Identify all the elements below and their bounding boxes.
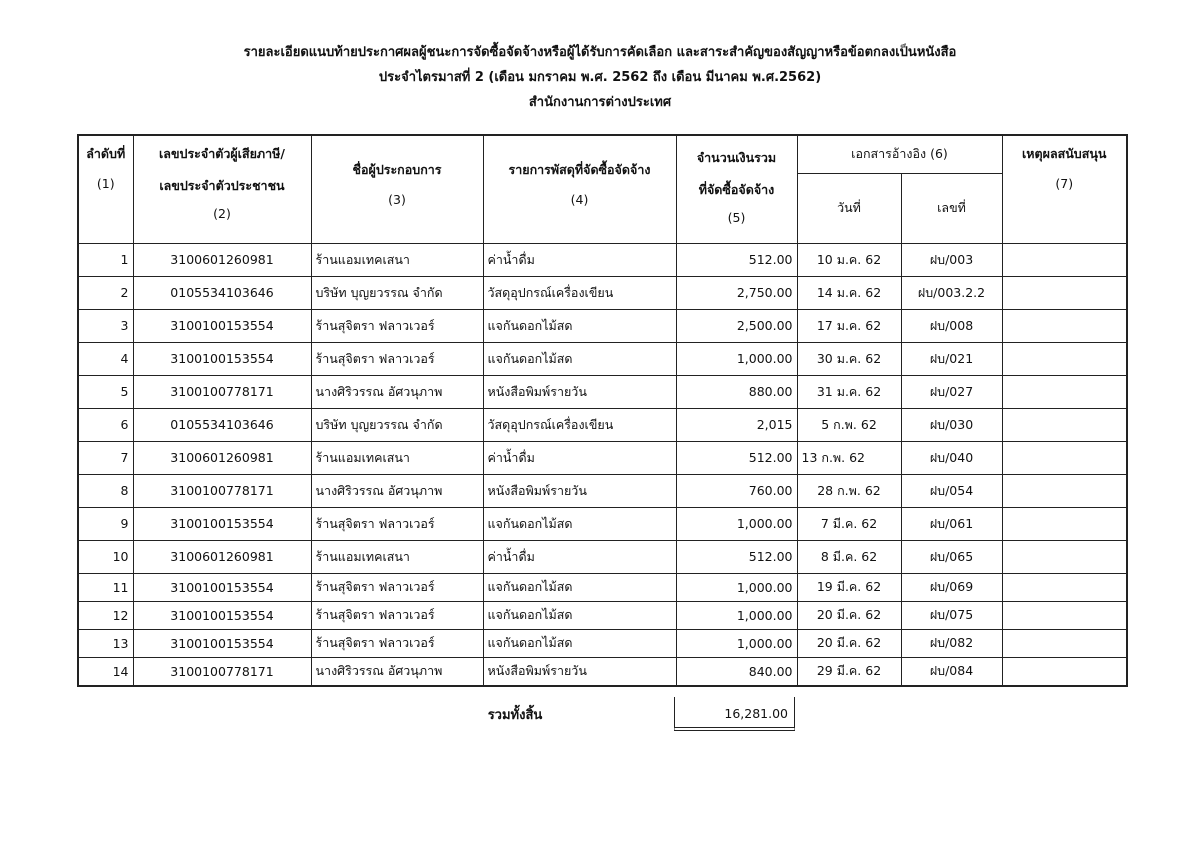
cell-date: 17 ม.ค. 62: [797, 309, 901, 342]
cell-reason: [1002, 309, 1127, 342]
cell-item: ค่าน้ำดื่ม: [483, 441, 676, 474]
cell-docno: ฝบ/021: [901, 342, 1002, 375]
cell-taxid: 3100601260981: [133, 441, 311, 474]
cell-vendor: ร้านแอมเทคเสนา: [311, 540, 483, 573]
cell-no: 4: [78, 342, 133, 375]
col-header-vendor-label: ชื่อผู้ประกอบการ: [352, 162, 442, 177]
total-label: รวมทั้งสิ้น: [487, 708, 543, 723]
cell-vendor: ร้านสุจิตรา ฟลาวเวอร์: [311, 601, 483, 629]
cell-reason: [1002, 601, 1127, 629]
cell-docno: ฝบ/082: [901, 629, 1002, 657]
cell-taxid: 3100100153554: [133, 601, 311, 629]
cell-no: 3: [78, 309, 133, 342]
cell-taxid: 0105534103646: [133, 276, 311, 309]
cell-item: วัสดุอุปกรณ์เครื่องเขียน: [483, 276, 676, 309]
col-header-vendor-num: (3): [388, 192, 406, 207]
cell-no: 13: [78, 629, 133, 657]
col-header-amount: [676, 135, 797, 243]
cell-amount: 1,000.00: [676, 342, 797, 375]
cell-date: 28 ก.พ. 62: [797, 474, 901, 507]
table-row: [78, 441, 1127, 474]
col-header-reason-num: (7): [1055, 176, 1074, 191]
cell-vendor: ร้านสุจิตรา ฟลาวเวอร์: [311, 309, 483, 342]
col-header-amount-label1: จำนวนเงินรวม: [696, 150, 777, 165]
table-row: [78, 507, 1127, 540]
col-header-taxid-label2: เลขประจำตัวประชาชน: [159, 178, 285, 193]
cell-date: 8 มี.ค. 62: [797, 540, 901, 573]
cell-no: 7: [78, 441, 133, 474]
cell-reason: [1002, 441, 1127, 474]
col-header-taxid: [133, 135, 311, 243]
cell-taxid: 3100601260981: [133, 540, 311, 573]
cell-item: แจกันดอกไม้สด: [483, 573, 676, 601]
cell-taxid: 3100100778171: [133, 657, 311, 686]
col-header-no-num: (1): [96, 176, 115, 191]
cell-no: 1: [78, 243, 133, 276]
cell-date: 30 ม.ค. 62: [797, 342, 901, 375]
cell-docno: ฝบ/003: [901, 243, 1002, 276]
cell-amount: 840.00: [676, 657, 797, 686]
cell-docno: ฝบ/008: [901, 309, 1002, 342]
cell-vendor: ร้านสุจิตรา ฟลาวเวอร์: [311, 342, 483, 375]
cell-no: 11: [78, 573, 133, 601]
cell-taxid: 3100100153554: [133, 309, 311, 342]
col-header-vendor: [311, 135, 483, 243]
col-header-no-label: ลำดับที่: [86, 146, 126, 161]
total-value: 16,281.00: [724, 706, 788, 721]
cell-no: 14: [78, 657, 133, 686]
cell-taxid: 0105534103646: [133, 408, 311, 441]
cell-item: แจกันดอกไม้สด: [483, 629, 676, 657]
cell-date: 10 ม.ค. 62: [797, 243, 901, 276]
cell-reason: [1002, 474, 1127, 507]
cell-vendor: นางศิริวรรณ อัศวนุภาพ: [311, 474, 483, 507]
cell-item: วัสดุอุปกรณ์เครื่องเขียน: [483, 408, 676, 441]
cell-amount: 760.00: [676, 474, 797, 507]
cell-reason: [1002, 507, 1127, 540]
cell-item: ค่าน้ำดื่ม: [483, 243, 676, 276]
cell-docno: ฝบ/040: [901, 441, 1002, 474]
cell-no: 5: [78, 375, 133, 408]
col-header-item-label: รายการพัสดุที่จัดซื้อจัดจ้าง: [508, 162, 651, 177]
cell-amount: 1,000.00: [676, 629, 797, 657]
cell-item: หนังสือพิมพ์รายวัน: [483, 657, 676, 686]
cell-amount: 880.00: [676, 375, 797, 408]
cell-item: แจกันดอกไม้สด: [483, 342, 676, 375]
table-row: [78, 342, 1127, 375]
cell-taxid: 3100100153554: [133, 629, 311, 657]
col-header-item-num: (4): [570, 192, 589, 207]
document-period: ประจำไตรมาสที่ 2 (เดือน มกราคม พ.ศ. 2562 ถึง เดือน มีนาคม พ.ศ.2562): [378, 70, 822, 85]
table-row: [78, 243, 1127, 276]
cell-vendor: นางศิริวรรณ อัศวนุภาพ: [311, 657, 483, 686]
col-header-taxid-num: (2): [213, 206, 231, 221]
cell-amount: 1,000.00: [676, 601, 797, 629]
table-row: [78, 276, 1127, 309]
cell-date: 20 มี.ค. 62: [797, 601, 901, 629]
cell-no: 8: [78, 474, 133, 507]
cell-item: หนังสือพิมพ์รายวัน: [483, 474, 676, 507]
cell-docno: ฝบ/065: [901, 540, 1002, 573]
cell-taxid: 3100100153554: [133, 342, 311, 375]
cell-amount: 1,000.00: [676, 573, 797, 601]
cell-date: 19 มี.ค. 62: [797, 573, 901, 601]
cell-taxid: 3100601260981: [133, 243, 311, 276]
col-header-taxid-label1: เลขประจำตัวผู้เสียภาษี/: [159, 146, 285, 161]
cell-vendor: บริษัท บุญยวรรณ จำกัด: [311, 276, 483, 309]
cell-date: 31 ม.ค. 62: [797, 375, 901, 408]
table-row: [78, 601, 1127, 629]
cell-reason: [1002, 573, 1127, 601]
cell-no: 10: [78, 540, 133, 573]
cell-date: 14 ม.ค. 62: [797, 276, 901, 309]
cell-item: ค่าน้ำดื่ม: [483, 540, 676, 573]
table-row: [78, 309, 1127, 342]
cell-vendor: ร้านแอมเทคเสนา: [311, 441, 483, 474]
cell-docno: ฝบ/030: [901, 408, 1002, 441]
cell-taxid: 3100100778171: [133, 474, 311, 507]
table-row: [78, 629, 1127, 657]
document-title: รายละเอียดแนบท้ายประกาศผลผู้ชนะการจัดซื้อจัดจ้างหรือผู้ได้รับการคัดเลือก และสาระสำคัญของสัญญาหรือข้อตกลงเป็นหนังสือ: [243, 45, 957, 60]
cell-docno: ฝบ/069: [901, 573, 1002, 601]
cell-no: 12: [78, 601, 133, 629]
cell-amount: 2,015: [676, 408, 797, 441]
cell-date: 13 ก.พ. 62: [797, 441, 901, 474]
cell-item: หนังสือพิมพ์รายวัน: [483, 375, 676, 408]
cell-docno: ฝบ/054: [901, 474, 1002, 507]
cell-amount: 512.00: [676, 243, 797, 276]
cell-reason: [1002, 276, 1127, 309]
table-row: [78, 573, 1127, 601]
cell-reason: [1002, 342, 1127, 375]
cell-no: 6: [78, 408, 133, 441]
col-header-amount-num: (5): [727, 210, 746, 225]
cell-docno: ฝบ/027: [901, 375, 1002, 408]
cell-vendor: ร้านสุจิตรา ฟลาวเวอร์: [311, 507, 483, 540]
cell-amount: 512.00: [676, 540, 797, 573]
document-office: สำนักงานการต่างประเทศ: [528, 95, 672, 110]
cell-docno: ฝบ/061: [901, 507, 1002, 540]
cell-vendor: นางศิริวรรณ อัศวนุภาพ: [311, 375, 483, 408]
col-header-ref-date: วันที่: [797, 173, 901, 243]
cell-amount: 512.00: [676, 441, 797, 474]
table-row: [78, 657, 1127, 686]
cell-amount: 2,750.00: [676, 276, 797, 309]
cell-no: 2: [78, 276, 133, 309]
col-header-ref: เอกสารอ้างอิง (6): [797, 135, 1002, 173]
cell-taxid: 3100100153554: [133, 573, 311, 601]
cell-vendor: ร้านสุจิตรา ฟลาวเวอร์: [311, 573, 483, 601]
cell-vendor: ร้านแอมเทคเสนา: [311, 243, 483, 276]
procurement-table: [77, 134, 1128, 687]
cell-vendor: บริษัท บุญยวรรณ จำกัด: [311, 408, 483, 441]
cell-item: แจกันดอกไม้สด: [483, 309, 676, 342]
cell-reason: [1002, 375, 1127, 408]
cell-no: 9: [78, 507, 133, 540]
table-row: [78, 474, 1127, 507]
cell-date: 29 มี.ค. 62: [797, 657, 901, 686]
cell-date: 20 มี.ค. 62: [797, 629, 901, 657]
col-header-ref-docno: เลขที่: [901, 173, 1002, 243]
cell-item: แจกันดอกไม้สด: [483, 507, 676, 540]
cell-docno: ฝบ/075: [901, 601, 1002, 629]
col-header-reason: [1002, 135, 1127, 243]
cell-reason: [1002, 540, 1127, 573]
table-row: [78, 540, 1127, 573]
cell-docno: ฝบ/003.2.2: [901, 276, 1002, 309]
cell-reason: [1002, 657, 1127, 686]
col-header-amount-label2: ที่จัดซื้อจัดจ้าง: [698, 182, 775, 197]
cell-reason: [1002, 408, 1127, 441]
cell-reason: [1002, 629, 1127, 657]
cell-reason: [1002, 243, 1127, 276]
cell-taxid: 3100100153554: [133, 507, 311, 540]
cell-amount: 1,000.00: [676, 507, 797, 540]
cell-docno: ฝบ/084: [901, 657, 1002, 686]
total-box: [674, 697, 795, 731]
cell-amount: 2,500.00: [676, 309, 797, 342]
col-header-no: [78, 135, 133, 243]
cell-item: แจกันดอกไม้สด: [483, 601, 676, 629]
table-row: [78, 408, 1127, 441]
cell-vendor: ร้านสุจิตรา ฟลาวเวอร์: [311, 629, 483, 657]
cell-taxid: 3100100778171: [133, 375, 311, 408]
col-header-item: [483, 135, 676, 243]
col-header-reason-label: เหตุผลสนับสนุน: [1022, 146, 1107, 161]
table-row: [78, 375, 1127, 408]
cell-date: 5 ก.พ. 62: [797, 408, 901, 441]
cell-date: 7 มี.ค. 62: [797, 507, 901, 540]
